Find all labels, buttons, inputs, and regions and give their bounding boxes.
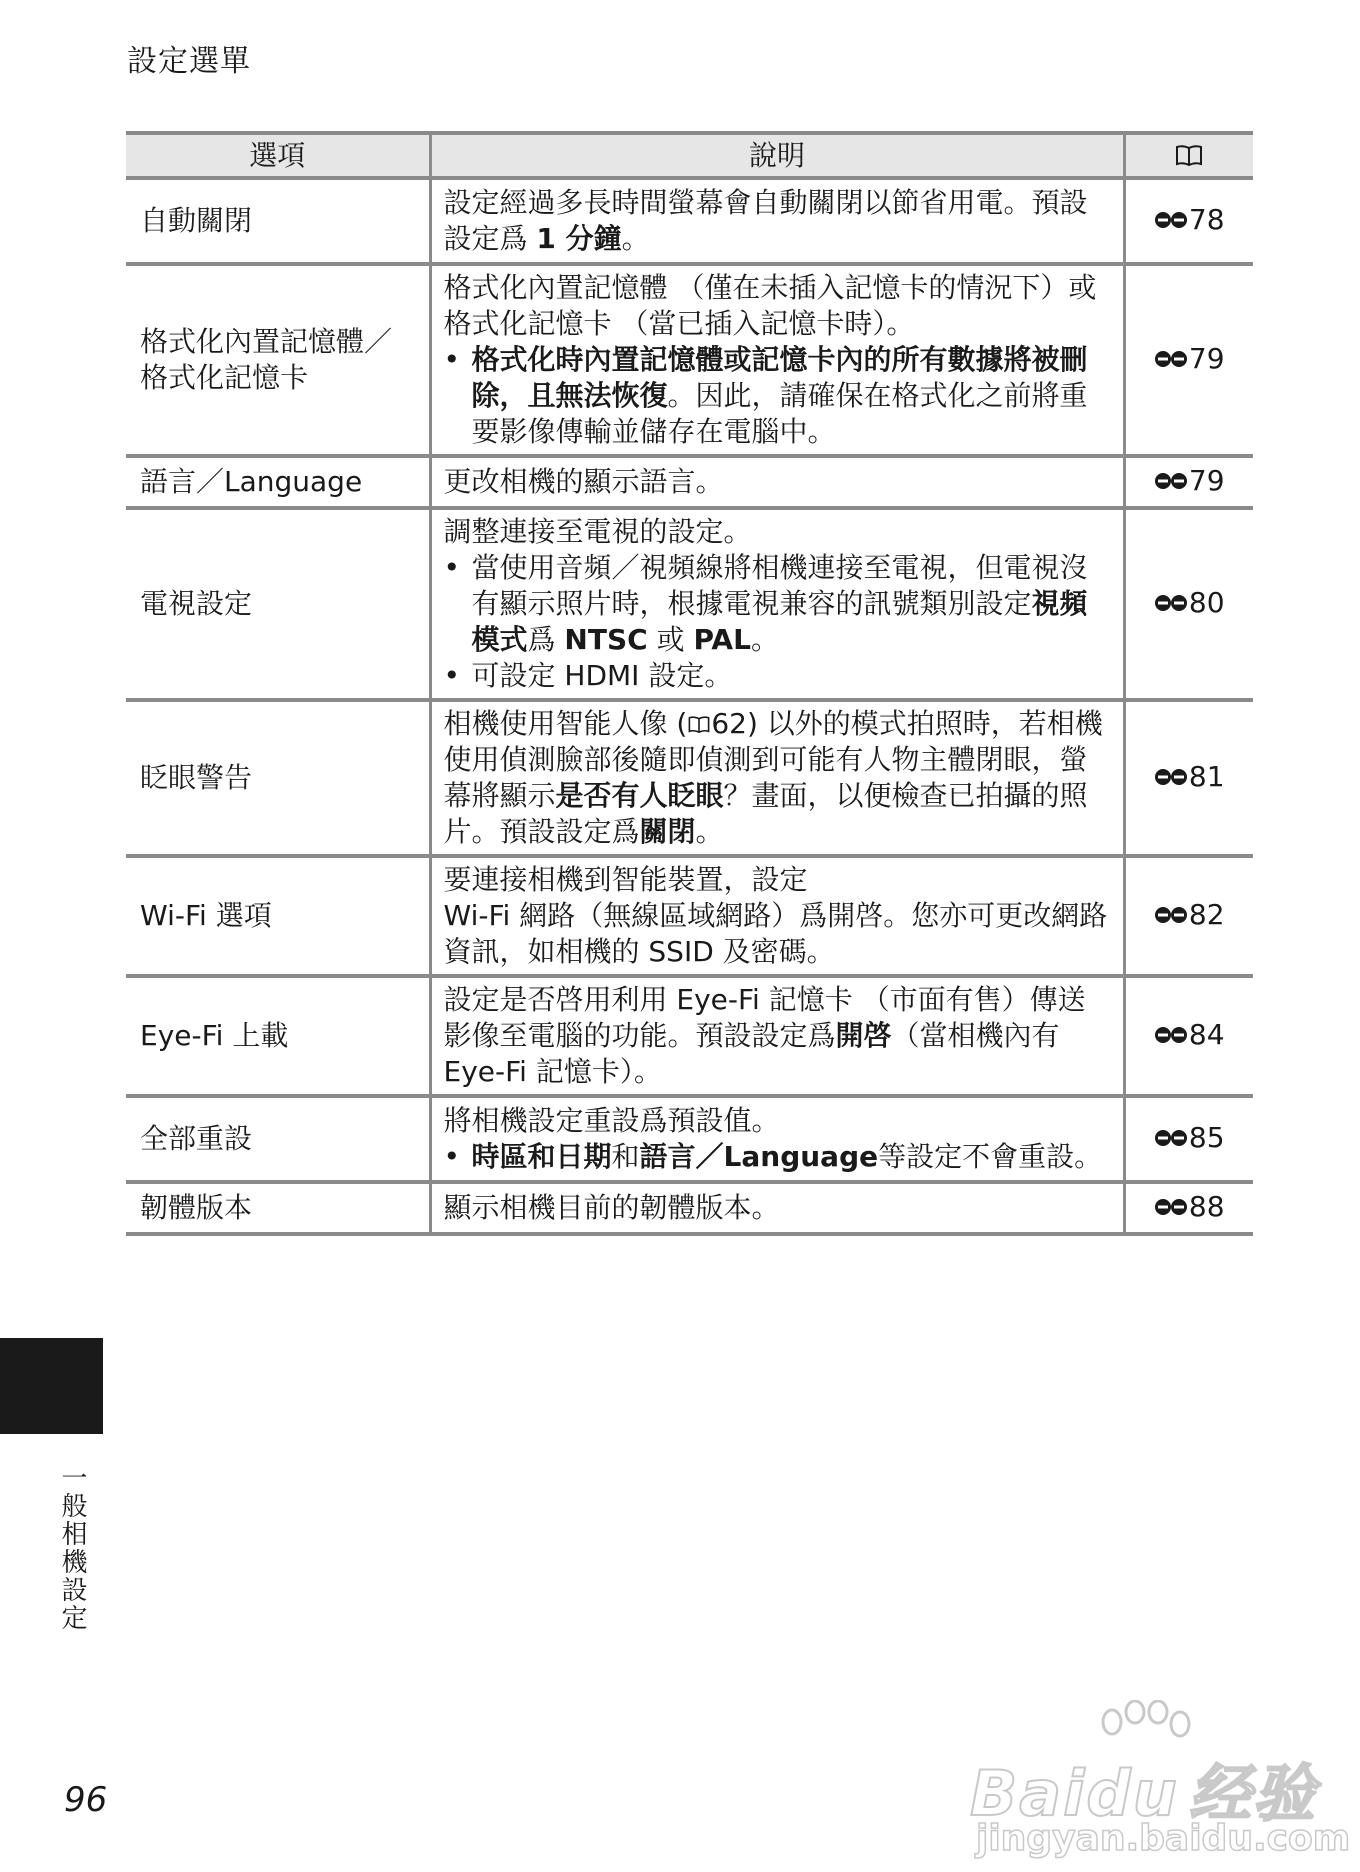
reference-page: 85 — [1188, 1121, 1225, 1154]
reference-cell — [1124, 700, 1253, 856]
paw-icon — [1090, 1700, 1200, 1750]
desc-text: （當相機內有 Eye-Fi 記憶卡）。 — [443, 1019, 1060, 1088]
header-option: 選項 — [126, 133, 430, 178]
reference-page: 82 — [1188, 898, 1225, 931]
bullet-dot: • — [443, 551, 461, 584]
desc-bold: 1 分鐘 — [536, 222, 622, 255]
desc-bold: 視頻模式 — [471, 587, 1088, 656]
table-header-row — [126, 133, 1253, 178]
description-cell — [430, 1096, 1124, 1182]
reference-page: 81 — [1188, 760, 1225, 793]
desc-bold: 是否有人眨眼 — [555, 779, 724, 812]
reference-e-icon — [1154, 766, 1188, 788]
page-number: 96 — [64, 1780, 108, 1820]
desc-text: 將相機設定重設爲預設值。 — [443, 1104, 780, 1137]
settings-table — [126, 131, 1253, 1236]
book-icon — [1174, 143, 1204, 169]
section-label: 一般相機設定 — [57, 1464, 87, 1632]
option-cell: 自動關閉 — [126, 178, 430, 264]
desc-text: 。 — [621, 222, 650, 255]
table-row — [126, 508, 1253, 700]
desc-text: 格式化內置記憶體 （僅在未插入記憶卡的情況下）或格式化記憶卡 （當已插入記憶卡時）。 — [443, 271, 1097, 340]
description-cell: 顯示相機目前的韌體版本。 — [430, 1182, 1124, 1234]
description-cell: 更改相機的顯示語言。 — [430, 456, 1124, 508]
section-tab — [0, 1338, 103, 1434]
bullet-item — [444, 342, 1111, 450]
table-row — [126, 856, 1253, 976]
description-cell — [430, 700, 1124, 856]
reference-e-icon — [1154, 1024, 1188, 1046]
desc-text: 和 — [611, 1140, 640, 1173]
description-cell — [430, 976, 1124, 1096]
reference-page: 88 — [1188, 1190, 1225, 1223]
option-cell: 韌體版本 — [126, 1182, 430, 1234]
option-cell: 眨眼警告 — [126, 700, 430, 856]
option-cell: Wi-Fi 選項 — [126, 856, 430, 976]
reference-page: 79 — [1188, 464, 1225, 497]
reference-e-icon — [1154, 209, 1188, 231]
reference-cell — [1124, 178, 1253, 264]
desc-text: ？畫面，以便檢查已拍攝的照片。預設設定爲 — [443, 779, 1088, 848]
table-row — [126, 456, 1253, 508]
description-cell — [430, 508, 1124, 700]
description-cell — [430, 264, 1124, 456]
option-cell: 全部重設 — [126, 1096, 430, 1182]
desc-bold: 格式化時內置記憶體或記憶卡內的所有數據將被刪除，且無法恢復 — [471, 343, 1088, 412]
desc-text: 要連接相機到智能裝置，設定 — [443, 863, 808, 896]
option-cell: 語言／Language — [126, 456, 430, 508]
reference-cell — [1124, 856, 1253, 976]
header-description: 說明 — [430, 133, 1124, 178]
desc-bold: PAL — [693, 623, 751, 656]
reference-page: 78 — [1188, 203, 1225, 236]
desc-text: 或 — [647, 623, 694, 656]
desc-bold: NTSC — [564, 623, 648, 656]
reference-page: 84 — [1188, 1018, 1225, 1051]
bullet-dot: • — [443, 659, 461, 692]
reference-e-icon — [1154, 470, 1188, 492]
desc-text: 相機使用智能人像 ( — [443, 707, 688, 740]
desc-text: 。因此，請確保在格式化之前將重要影像傳輸並儲存在電腦中。 — [471, 379, 1088, 448]
watermark-logo: Baidu 经验 — [970, 1757, 1317, 1830]
page-title: 設定選單 — [127, 44, 251, 79]
bullet-item — [444, 1139, 1111, 1175]
reference-cell — [1124, 976, 1253, 1096]
desc-bold: 時區和日期 — [471, 1140, 612, 1173]
reference-cell — [1124, 1096, 1253, 1182]
watermark-url: jingyan.baidu.com — [976, 1818, 1351, 1859]
desc-text: 等設定不會重設。 — [878, 1140, 1103, 1173]
table-row — [126, 264, 1253, 456]
table-row — [126, 1096, 1253, 1182]
table-row — [126, 700, 1253, 856]
desc-bold: 關閉 — [639, 815, 696, 848]
reference-e-icon — [1154, 904, 1188, 926]
desc-text: 爲 — [527, 623, 565, 656]
desc-bold: 語言／Language — [639, 1140, 879, 1173]
desc-bold: 開啓 — [835, 1019, 892, 1052]
header-reference — [1124, 133, 1253, 178]
option-cell: 電視設定 — [126, 508, 430, 700]
option-cell: 格式化內置記憶體／格式化記憶卡 — [126, 264, 430, 456]
bullet-dot: • — [443, 1140, 461, 1173]
desc-text: ) 以外的模式拍照時，若相機使用偵測臉部後隨即偵測到可能有人物主體閉眼，螢幕將顯示 — [443, 707, 1103, 812]
bullet-item — [444, 550, 1111, 658]
reference-e-icon — [1154, 1127, 1188, 1149]
desc-text: 調整連接至電視的設定。 — [443, 515, 752, 548]
reference-cell — [1124, 508, 1253, 700]
reference-e-icon — [1154, 1196, 1188, 1218]
reference-page: 80 — [1188, 586, 1225, 619]
desc-text: 設定是否啓用利用 Eye-Fi 記憶卡 （市面有售）傳送影像至電腦的功能。預設設定爲 — [443, 983, 1086, 1052]
reference-e-icon — [1154, 348, 1188, 370]
description-cell — [430, 178, 1124, 264]
bullet-item — [444, 658, 1111, 694]
book-icon — [687, 714, 711, 736]
table-row — [126, 178, 1253, 264]
desc-text: 可設定 HDMI 設定。 — [471, 659, 733, 692]
reference-e-icon — [1154, 592, 1188, 614]
desc-text: Wi-Fi 網路（無線區域網路）爲開啓。您亦可更改網路資訊，如相機的 SSID 及密碼。 — [443, 899, 1108, 968]
bullet-dot: • — [443, 343, 461, 376]
desc-text: 62 — [711, 707, 747, 740]
description-cell — [430, 856, 1124, 976]
desc-text: 。 — [750, 623, 779, 656]
desc-text: 。 — [695, 815, 724, 848]
desc-text: 當使用音頻／視頻線將相機連接至電視，但電視沒有顯示照片時，根據電視兼容的訊號類別設定 — [471, 551, 1088, 620]
option-cell: Eye-Fi 上載 — [126, 976, 430, 1096]
reference-cell — [1124, 264, 1253, 456]
table-row — [126, 976, 1253, 1096]
reference-page: 79 — [1188, 342, 1225, 375]
reference-cell — [1124, 1182, 1253, 1234]
table-row — [126, 1182, 1253, 1234]
desc-text: 設定經過多長時間螢幕會自動關閉以節省用電。預設設定爲 — [443, 186, 1088, 255]
reference-cell — [1124, 456, 1253, 508]
